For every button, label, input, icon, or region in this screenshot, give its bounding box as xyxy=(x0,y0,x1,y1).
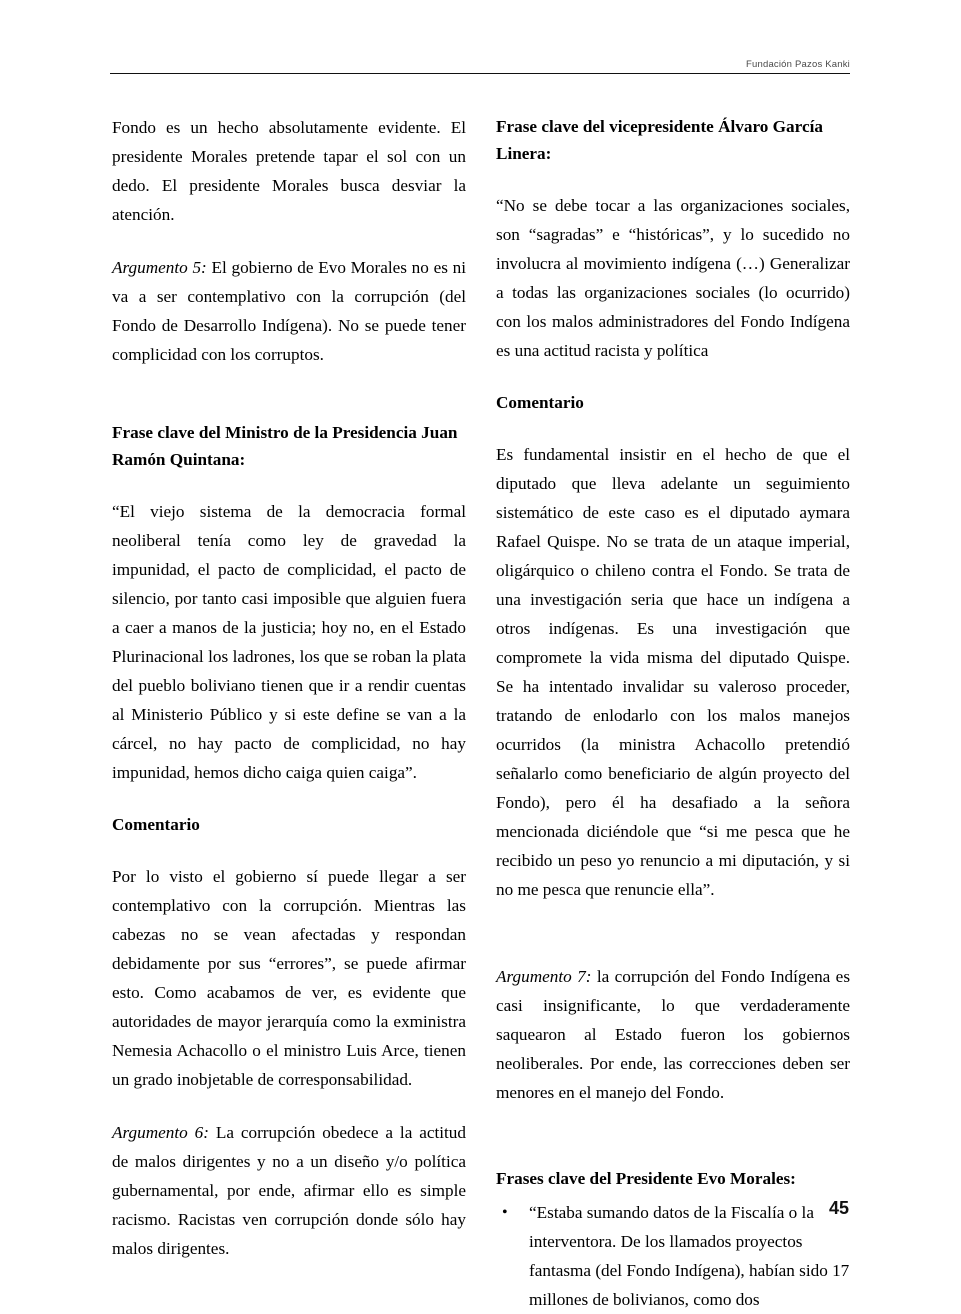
body-columns xyxy=(112,113,850,1314)
evo-morales-quote-list xyxy=(496,1198,850,1314)
quote-quintana: “El viejo sistema de la democracia formal neoliberal tenía como ley de gravedad la impunidad, el pacto de complicidad, el pacto de silencio, por tanto casi imposible que alguien fuera a caer a manos de la justicia; hoy no, en el Estado Plurinacional los ladrones, los que se roban la plata del pueblo boliviano tienen que ir a rendir cuentas al Ministerio Público y si este define se van a la cárcel, no hay pacto de complicidad, no hay impunidad, hemos dicho caiga quien caiga”. xyxy=(112,502,466,782)
paragraph-argumento-7 xyxy=(496,962,850,1107)
page-header xyxy=(110,50,850,74)
heading-garcia-linera: Frase clave del vicepresidente Álvaro García Linera: xyxy=(496,117,823,163)
heading-comentario-left: Comentario xyxy=(112,815,200,834)
argumento-7-label: Argumento 7: xyxy=(496,967,592,986)
heading-quintana: Frase clave del Ministro de la Presidencia Juan Ramón Quintana: xyxy=(112,423,458,469)
argumento-6-text: La corrupción obedece a la actitud de malos dirigentes y no a un diseño y/o política gubernamental, por ende, afirmar ello es simple racismo. Racistas ven corrupción donde sólo hay malos dirigentes. xyxy=(112,1123,466,1258)
paragraph-argumento-6 xyxy=(112,1118,466,1263)
heading-evo-morales: Frases clave del Presidente Evo Morales: xyxy=(496,1169,796,1188)
section-spacer xyxy=(496,928,850,962)
argumento-5-label: Argumento 5: xyxy=(112,258,207,277)
quote-garcia-linera: “No se debe tocar a las organizaciones sociales, son “sagradas” e “históricas”, y lo sucedido no involucra al movimiento indígena (…) Generalizar a todas las organizaciones sociales (lo ocurrido) con los malos administradores del Fondo Indígena es una actitud racista y política xyxy=(496,196,850,360)
paragraph-continued: Fondo es un hecho absolutamente evidente. El presidente Morales pretende tapar el sol con un dedo. El presidente Morales busca desviar la atención. xyxy=(112,118,466,224)
heading-comentario-right: Comentario xyxy=(496,393,584,412)
left-column xyxy=(112,113,466,1314)
section-spacer xyxy=(496,1131,850,1165)
argumento-6-label: Argumento 6: xyxy=(112,1123,209,1142)
running-title: Fundación Pazos Kanki xyxy=(745,59,850,70)
list-item xyxy=(496,1198,850,1314)
paragraph-comentario-left: Por lo visto el gobierno sí puede llegar a ser contemplativo con la corrupción. Mientras las cabezas no se vean afectadas y respondan debidamente por sus “errores”, se puede afirmar esto. Como acabamos de ver, es evidente que autoridades de mayor jerarquía como la exministra Nemesia Achacollo o el ministro Luis Arce, tienen un grado inobjetable de corresponsabilidad. xyxy=(112,867,466,1089)
header-rule xyxy=(110,73,850,74)
bullet-icon: • xyxy=(502,1204,508,1221)
section-spacer xyxy=(112,393,466,419)
paragraph-comentario-right: Es fundamental insistir en el hecho de que el diputado que lleva adelante un seguimiento sistemático de este caso es el diputado aymara Rafael Quispe. No se trata de un ataque imperial, oligárquico o chileno contra el Fondo. Se trata de una investigación seria que hace un indígena a otros indígenas. Es una investigación que compromete la vida misma del diputado Quispe. Se ha intentado invalidar su valeroso proceder, tratando de enlodarlo con los malos manejos ocurridos (la ministra Achacollo pretendió señalarlo como beneficiario de algún proyecto del Fondo), pero él ha desafiado a la señora mencionada diciéndole que “si me pesca que he recibido un peso yo renuncio a mi diputación, y si no me pesca que renuncie ella”. xyxy=(496,445,850,899)
list-item-text: “Estaba sumando datos de la Fiscalía o la interventora. De los llamados proyectos fantasma (del Fondo Indígena), habían sido 17 millones de bolivianos, como dos xyxy=(529,1203,850,1309)
page-number: 45 xyxy=(828,1198,849,1218)
argumento-7-text: la corrupción del Fondo Indígena es casi insignificante, lo que verdaderamente saquearon al Estado fueron los gobiernos neoliberales. Por ende, las correcciones deben ser menores en el manejo del Fondo. xyxy=(496,967,851,1102)
right-column xyxy=(496,113,850,1314)
argumento-5-text: El gobierno de Evo Morales no es ni va a ser contemplativo con la corrupción (del Fondo de Desarrollo Indígena). No se puede tener complicidad con los corruptos. xyxy=(112,258,466,364)
paragraph-argumento-5 xyxy=(112,253,466,369)
